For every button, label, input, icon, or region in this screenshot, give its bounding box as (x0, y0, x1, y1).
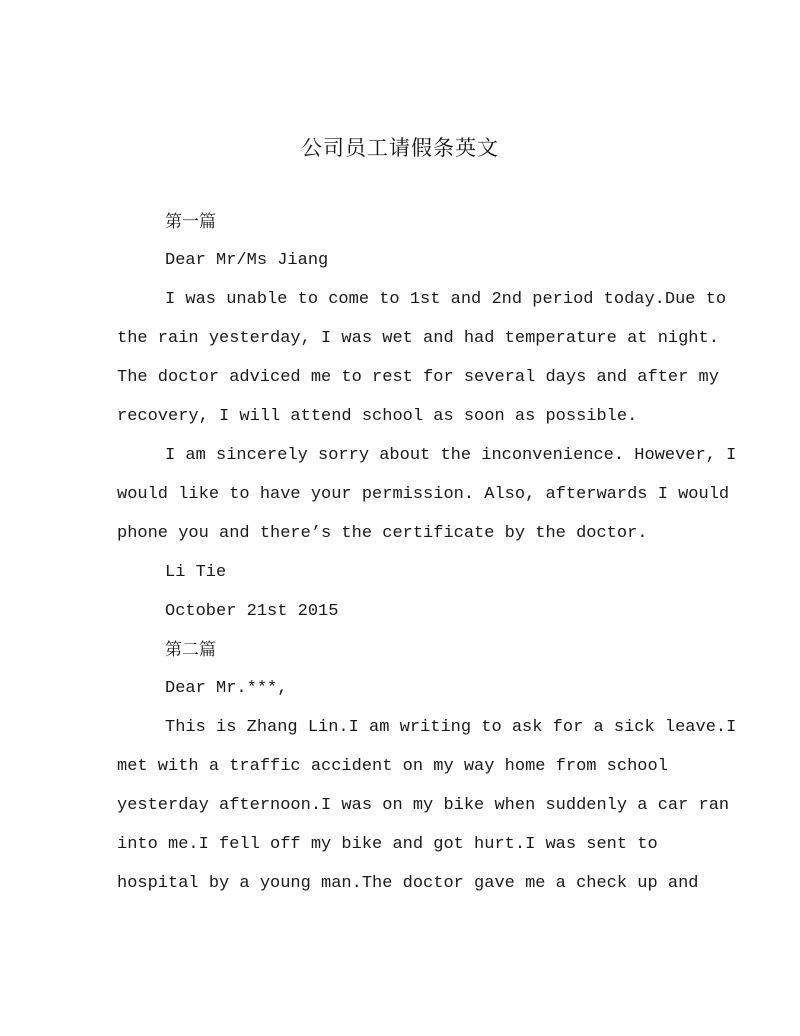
paragraph-line: would like to have your permission. Also, afterwards I would (117, 485, 730, 504)
paragraph-line: I was unable to come to 1st and 2nd period today.Due to (165, 290, 727, 309)
paragraph-line: into me.I fell off my bike and got hurt.I was sent to (117, 835, 658, 854)
section-heading: 第一篇 (165, 212, 216, 232)
paragraph-line: hospital by a young man.The doctor gave me a check up and (117, 874, 699, 893)
paragraph-line: recovery, I will attend school as soon as possible. (117, 407, 638, 426)
paragraph-line: The doctor adviced me to rest for several days and after my (117, 368, 719, 387)
salutation: Dear Mr.***, (165, 679, 288, 698)
paragraph-line: phone you and there’s the certificate by the doctor. (117, 524, 648, 543)
paragraph-line: This is Zhang Lin.I am writing to ask for a sick leave.I (165, 718, 737, 737)
paragraph-line: yesterday afternoon.I was on my bike when suddenly a car ran (117, 796, 730, 815)
letter-date: October 21st 2015 (165, 602, 339, 621)
salutation: Dear Mr/Ms Jiang (165, 251, 329, 270)
paragraph-line: the rain yesterday, I was wet and had temperature at night. (117, 329, 719, 348)
document-title: 公司员工请假条英文 (301, 136, 499, 160)
section-heading: 第二篇 (165, 640, 216, 660)
paragraph-line: met with a traffic accident on my way home from school (117, 757, 668, 776)
signature: Li Tie (165, 563, 227, 582)
paragraph-line: I am sincerely sorry about the inconvenience. However, I (165, 446, 737, 465)
